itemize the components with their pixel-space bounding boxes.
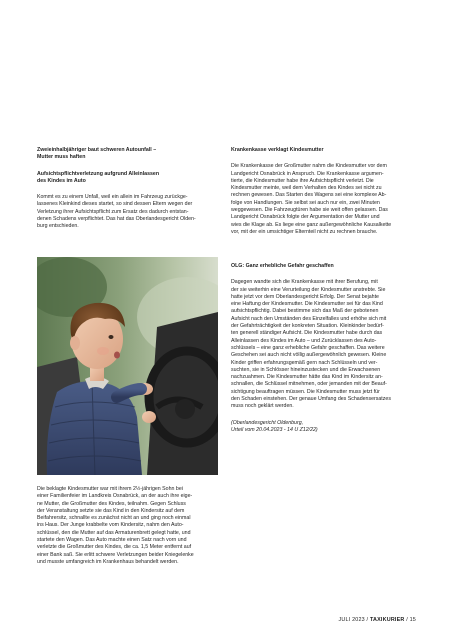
text-line: Alleinlassen des Kindes im Auto – und Zurücklassen des Auto- <box>231 337 377 344</box>
section-headline-olg: OLG: Ganz erhebliche Gefahr geschaffen <box>231 263 334 269</box>
citation-line: (Oberlandesgericht Oldenburg, <box>231 419 304 426</box>
text-line: Aufsicht nach den Umständen des Einzelfalles und erhöhe sich mit <box>231 315 387 322</box>
text-line: aufsichtspflichtig. Dabei bestimme sich das Maß der gebotenen <box>231 308 379 315</box>
article-headline: Zweieinhalbjähriger baut schweren Autounfall – Mutter muss haften <box>37 147 157 161</box>
text-line: Verletzung ihrer Aufsichtspflicht zum Ersatz des dadurch entstan- <box>37 208 189 215</box>
text-line: einer Bank saß. Sie erlitt schwere Verletzungen beider Kniegelenke <box>37 551 194 558</box>
text-line: startete den Wagen. Das Auto machte einen Satz nach vorn und <box>37 537 187 544</box>
text-line: Geschehen sei auch nicht völlig außergewöhnlich gewesen. Kleine <box>231 352 387 359</box>
left-column <box>37 147 217 231</box>
text-line: Kindesmutter meinte, weil dem Verhalten des Kindes sei nicht zu <box>231 185 382 192</box>
text-line: der sie weiterhin eine Verurteilung der Kindesmutter anstrebte. Sie <box>231 286 386 293</box>
text-line: eine Haftung der Kindesmutter. Die Kindesmutter sei für das Kind <box>231 301 383 308</box>
text-line: schnallen, die Schlüssel mitnehmen, oder jemanden mit der Beauf- <box>231 381 387 388</box>
text-line: vor, mit der ein umsichtiger Elternteil nicht zu rechnen brauche. <box>231 228 378 235</box>
text-line: muss noch geklärt werden. <box>231 403 294 410</box>
text-line: hatte jetzt vor dem Oberlandesgericht Erfolg. Der Senat bejahte <box>231 293 379 300</box>
text-line: sichtigung beauftragen müssen. Die Kindesmutter muss jetzt für <box>231 388 380 395</box>
text-line: rechnen gewesen. Das Starten des Wagens sei eine komplexe Ab- <box>231 192 387 199</box>
text-line: Landgericht Osnabrück folgte der Argumentation der Mutter und <box>231 214 380 221</box>
section-headline-krankenkasse: Krankenkasse verklagt Kindesmutter <box>231 147 324 153</box>
text-line: Kinder griffen erfahrungsgemäß gern nach Schlüsseln und ver- <box>231 359 378 366</box>
text-line: schlüssel, den die Mutter auf das Armaturenbrett gelegt hatte, und <box>37 529 191 536</box>
intro-paragraph <box>37 194 217 230</box>
text-line: und musste umfangreich im Krankenhaus behandelt werden. <box>37 558 179 565</box>
text-line: ne Mutter, die Großmutter des Kindes, teilnahm. Gegen Schluss <box>37 500 186 507</box>
text-line: tierte, die Kindesmutter habe ihre Aufsichtspflicht verletzt. Die <box>231 177 374 184</box>
text-line: Landgericht Osnabrück in Anspruch. Die Krankenkasse argumen- <box>231 170 384 177</box>
text-line: Die Krankenkasse der Großmutter nahm die Kindesmutter vor dem <box>231 163 387 170</box>
left-bottom-paragraph <box>37 486 219 566</box>
text-line: den Schaden einstehen. Der genaue Umfang des Schadensersatzes <box>231 396 391 403</box>
text-line: verletzte die Großmutter des Kindes, die ca. 1,5 Meter entfernt auf <box>37 544 192 551</box>
right-top-section <box>231 147 416 236</box>
text-line: einer Familienfeier im Landkreis Osnabrück, an der auch ihre eige- <box>37 493 193 500</box>
citation-line: Urteil vom 20.04.2023 - 14 U Z12/22) <box>231 426 318 433</box>
text-line: weggewesen. Die Fahrzeugtüren habe sie weit offen gelassen. Das <box>231 207 388 214</box>
text-line: lassenes Kleinkind dieses startet, so sind dessen Eltern wegen der <box>37 201 193 208</box>
text-line: Beifahrersitz, schnallte es zunächst nicht an und ging noch einmal <box>37 515 191 522</box>
text-line: suchten, sie in Schlösser hineinzustecken und die Erwachsenen <box>231 366 381 373</box>
text-line: schlüssels – eine ganz erhebliche Gefahr geschaffen. Das weitere <box>231 344 385 351</box>
page-number: 15 <box>409 617 416 623</box>
text-line: ten generell ständiger Aufsicht. Die Kindesmutter habe durch das <box>231 330 383 337</box>
text-line: Kommt es zu einem Unfall, weil ein allein im Fahrzeug zurückge- <box>37 194 188 201</box>
footer-separator: / <box>404 617 410 623</box>
text-line: burg entschieden. <box>37 223 79 230</box>
text-line: folge von Handlungen. Sie selbst sei auch nur ein, zwei Minuten <box>231 199 380 206</box>
text-line: der Gefahrträchtigkeit der konkreten Situation. Kleinkinder bedürf- <box>231 323 384 330</box>
text-line: Dagegen wandte sich die Krankenkasse mit ihrer Berufung, mit <box>231 279 378 286</box>
issue-date: JULI 2023 <box>338 617 365 623</box>
text-line: wies die Klage ab. Es liege eine ganz außergewöhnliche Kausalkette <box>231 221 392 228</box>
text-line: der Veranstaltung setzte sie das Kind in den Kindersitz auf dem <box>37 507 185 514</box>
footer-separator: / <box>364 617 370 623</box>
text-line: ins Haus. Der Junge krabbelte vom Kindersitz, nahm den Auto- <box>37 522 184 529</box>
text-line: denen Schadens verpflichtet. Das hat das Oberlandesgericht Olden- <box>37 216 196 223</box>
text-line: nachzuahmen. Die Kindesmutter hätte das Kind im Kindersitz an- <box>231 374 383 381</box>
text-line: Die beklagte Kindesmutter war mit ihrem 2½-jährigen Sohn bei <box>37 486 183 492</box>
section-headline-aufsicht: Aufsichtspflichtverletzung aufgrund Alleinlassen des Kindes im Auto <box>37 170 160 184</box>
magazine-name: TAXIKURIER <box>369 617 405 623</box>
right-bottom-section <box>231 263 416 434</box>
page-footer <box>338 617 416 623</box>
toddler-steering-wheel-photo <box>37 257 218 475</box>
